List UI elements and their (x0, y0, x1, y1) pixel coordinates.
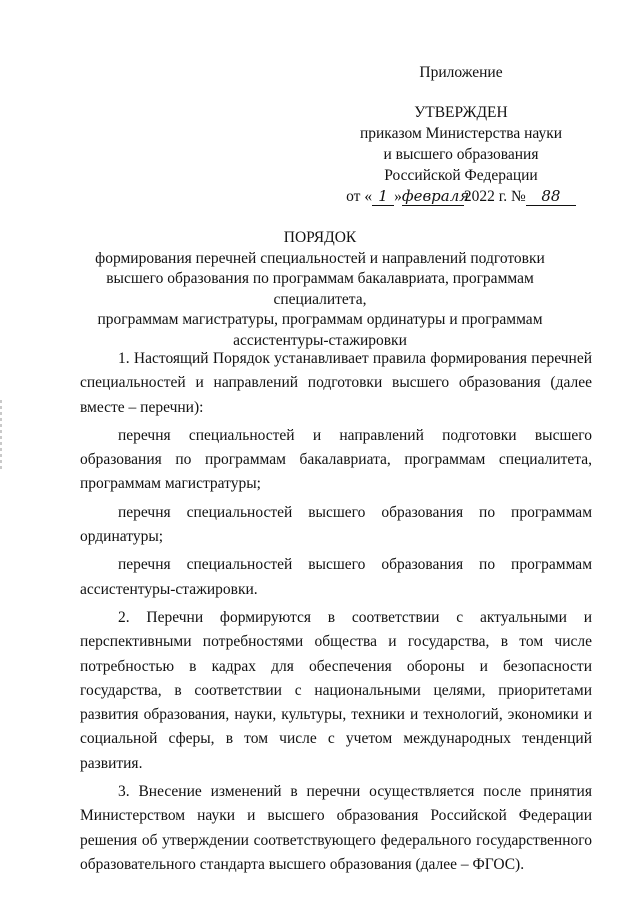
date-prefix: от « (346, 188, 373, 205)
title-line-1: формирования перечней специальностей и направлений подготовки (95, 249, 545, 267)
paragraph-1: 1. Настоящий Порядок устанавливает правила формирования перечней специальностей и направлений подготовки высшего образования (далее вместе – перечни): (80, 350, 592, 416)
paragraph-5: 2. Перечни формируются в соответствии с актуальными и перспективными потребностями общества и государства, в том числе потребностью в кадрах для обеспечения обороны и безопасности государства, в соответствии с национальными целями, приоритетами развития образования, науки, культуры, техники и технологий, экономики и социальной сферы, в том числе с учетом международных тенденций развития. (80, 608, 592, 772)
order-date-line (330, 186, 592, 207)
appendix-label: Приложение (419, 64, 503, 81)
scan-margin-mark (0, 400, 2, 470)
date-month-handwritten: февраля (401, 187, 470, 205)
order-number-handwritten: 88 (526, 187, 576, 206)
title-line-3: программам магистратуры, программам ординатуры и программам (97, 311, 543, 328)
approval-block (330, 62, 592, 207)
order-line-1: приказом Министерства науки (359, 125, 563, 142)
date-year: 2022 г. № (463, 188, 526, 205)
document-title (70, 228, 570, 351)
paragraph-2: перечня специальностей и направлений подготовки высшего образования по программам бакалавриата, программам специалитета, программам магистратуры; (80, 426, 592, 493)
title-heading: ПОРЯДОК (283, 229, 357, 246)
title-line-4: ассистентуры-стажировки (233, 331, 407, 349)
date-day-handwritten: 1 (372, 187, 394, 206)
document-body (80, 347, 592, 877)
paragraph-6: 3. Внесение изменений в перечни осуществляется после принятия Министерством науки и высшего образования Российской Федерации решения об утверждении соответствующего федерального государственного образовательного стандарта высшего образования (далее – ФГОС). (80, 783, 592, 873)
paragraph-3: перечня специальностей высшего образования по программам ординатуры; (80, 503, 592, 546)
order-line-3: Российской Федерации (384, 167, 538, 184)
date-quote-close: » (394, 188, 402, 205)
title-line-2: высшего образования по программам бакалавриата, программам специалитета, (106, 270, 534, 308)
order-line-2: и высшего образования (383, 146, 539, 163)
paragraph-4: перечня специальностей высшего образования по программам ассистентуры-стажировки. (80, 556, 592, 598)
approved-label: УТВЕРЖДЕН (414, 104, 508, 121)
